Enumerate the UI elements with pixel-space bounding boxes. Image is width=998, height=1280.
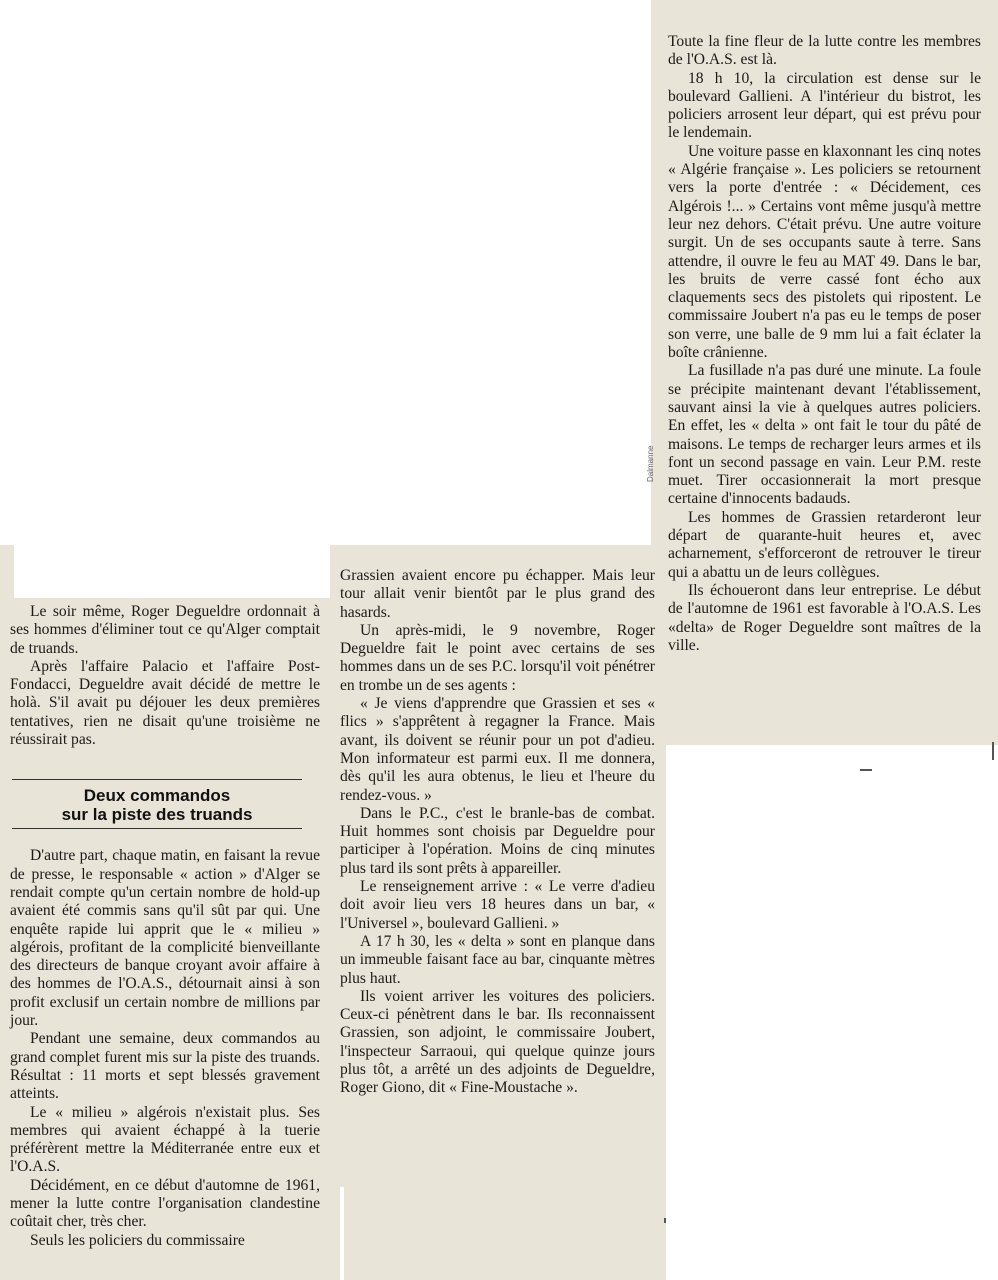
article-column-3 bbox=[668, 33, 981, 655]
paragraph: Les hommes de Grassien retarderont leur départ de quarante-huit heures et, avec acharnement, s'efforceront de retrouver le tireur qui a abattu un de leurs collègues. bbox=[668, 508, 981, 581]
headline-line-1: Deux commandos bbox=[83, 786, 231, 806]
paragraph: Une voiture passe en klaxonnant les cinq notes « Algérie française ». Les policiers se retournent vers la porte d'entrée : « Décidement, ces Algérois !... » Certains vont même jusqu'à mettre leur nez dehors. C'était prévu. Une autre voiture surgit. Un de ses occupants saute à terre. Sans attendre, il ouvre le feu au MAT 49. Dans le bar, les bruits de verre cassé font écho aux claquements secs des pistolets qui ripostent. Le commissaire Joubert n'a pas eu le temps de poser son verre, une balle de 9 mm lui a fait éclater la boîte crânienne. bbox=[668, 142, 981, 362]
paragraph: Pendant une semaine, deux commandos au grand complet furent mis sur la piste des truands. Résultat : 11 morts et sept blessés gravement atteints. bbox=[10, 1030, 320, 1103]
photo-credit: Dalmanne bbox=[646, 445, 655, 482]
scan-mark bbox=[860, 769, 872, 771]
paragraph: Un après-midi, le 9 novembre, Roger Degueldre fait le point avec certains de ses hommes dans un de ses P.C. lorsqu'il voit pénétrer en trombe un de ses agents : bbox=[340, 621, 655, 694]
paragraph: Grassien avaient encore pu échapper. Mais leur tour allait venir bientôt par le plus grand des hasards. bbox=[340, 567, 655, 621]
paragraph: Le soir même, Roger Degueldre ordonnait à ses hommes d'éliminer tout ce qu'Alger comptait de truands. bbox=[10, 603, 320, 657]
headline-line-2: sur la piste des truands bbox=[61, 805, 253, 825]
paragraph: Ils échoueront dans leur entreprise. Le début de l'automne de 1961 est favorable à l'O.A.S. Les «delta» de Roger Degueldre sont maîtres de la ville. bbox=[668, 581, 981, 654]
scan-mark bbox=[664, 1218, 666, 1223]
paper-col2-bottom bbox=[344, 1187, 666, 1280]
paragraph: Toute la fine fleur de la lutte contre les membres de l'O.A.S. est là. bbox=[668, 33, 981, 69]
paragraph: D'autre part, chaque matin, en faisant la revue de presse, le responsable « action » d'Alger se rendait compte qu'un certain nombre de hold-up avaient été commis sans qu'il sût par qui. Une enquête rapide lui apprit que le « milieu » algérois, profitant de la complicité bienveillante des directeurs de banque croyant avoir affaire à des hommes de l'O.A.S., détournait ainsi à son profit exclusif un certain nombre de millions par jour. bbox=[10, 847, 320, 1030]
article-column-2 bbox=[340, 567, 655, 1098]
paragraph: Décidément, en ce début d'automne de 1961, mener la lutte contre l'organisation clandestine coûtait cher, très cher. bbox=[10, 1176, 320, 1231]
paragraph: La fusillade n'a pas duré une minute. La foule se précipite maintenant devant l'établissement, sauvant ainsi la vie à quelques autres policiers. En effet, les « delta » ont fait le tour du pâté de maisons. Le temps de recharger leurs armes et ils font un second passage en vain. Leur P.M. reste muet. Tirer occasionnerait la mort presque certaine d'innocents badauds. bbox=[668, 362, 981, 508]
paper-col1-strip bbox=[0, 545, 14, 605]
paragraph: Ils voient arriver les voitures des policiers. Ceux-ci pénètrent dans le bar. Ils reconnaissent Grassien, son adjoint, le commissaire Joubert, l'inspecteur Sarraoui, qui quelque quinze jours plus tôt, a arrêté un des adjoints de Degueldre, Roger Giono, dit « Fine-Moustache ». bbox=[340, 987, 655, 1097]
section-headline bbox=[12, 779, 302, 829]
paragraph: Seuls les policiers du commissaire bbox=[30, 1231, 245, 1249]
paragraph: Dans le P.C., c'est le branle-bas de combat. Huit hommes sont choisis par Degueldre pour participer à l'opération. Moins de cinq minutes plus tard ils sont prêts à appareiller. bbox=[340, 804, 655, 877]
paragraph: Le renseignement arrive : « Le verre d'adieu doit avoir lieu vers 18 heures dans un bar, « l'Universel », boulevard Gallieni. » bbox=[340, 878, 655, 932]
scan-mark bbox=[992, 742, 994, 760]
article-column-1 bbox=[10, 603, 320, 1250]
paragraph: Après l'affaire Palacio et l'affaire Post-Fondacci, Degueldre avait décidé de mettre le holà. S'il avait pu déjouer les deux premières tentatives, rien ne disait qu'une troisième ne réussirait pas. bbox=[10, 657, 320, 749]
paragraph: « Je viens d'apprendre que Grassien et ses « flics » s'apprêtent à regagner la France. Mais avant, ils doivent se réunir pour un pot d'adieu. Mon informateur est parmi eux. Il me donnera, dès qu'il les aura obtenus, le lieu et l'heure du rendez-vous. » bbox=[340, 695, 655, 804]
paragraph: Le « milieu » algérois n'existait plus. Ses membres qui avaient échappé à la tuerie préférèrent mettre la Méditerranée entre eux et l'O.A.S. bbox=[10, 1103, 320, 1176]
paragraph: 18 h 10, la circulation est dense sur le boulevard Gallieni. A l'intérieur du bistrot, les policiers arrosent leur départ, qui est prévu pour le lendemain. bbox=[668, 69, 981, 142]
paragraph: A 17 h 30, les « delta » sont en planque dans un immeuble faisant face au bar, cinquante mètres plus haut. bbox=[340, 932, 655, 987]
